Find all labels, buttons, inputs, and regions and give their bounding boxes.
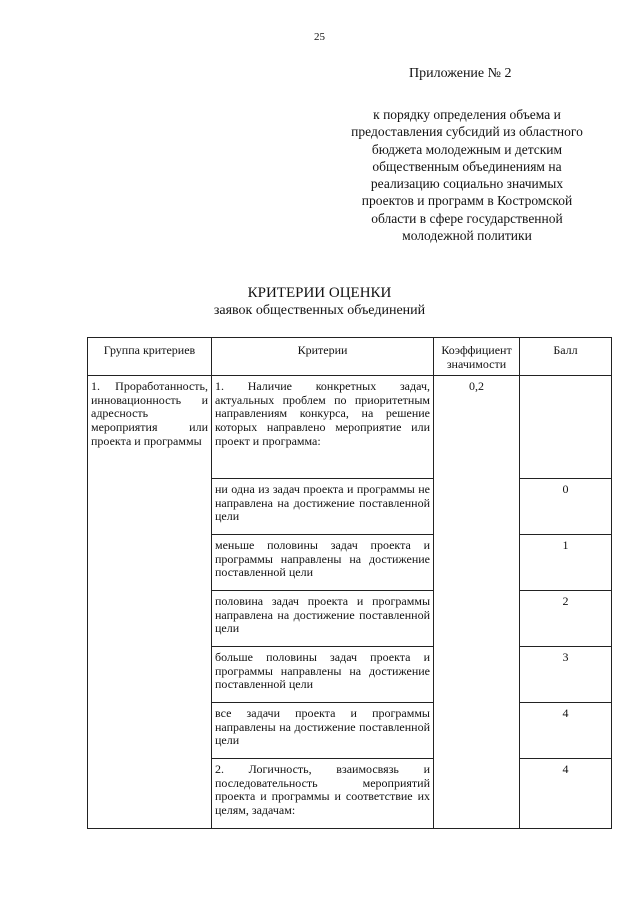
criteria-table [87,337,612,829]
score-cell: 3 [520,647,612,703]
criterion-cell: меньше половины задач проекта и программы направлены на достижение поставленной цели [212,535,434,591]
score-cell: 1 [520,535,612,591]
criterion-cell: все задачи проекта и программы направлены на достижение поставленной цели [212,703,434,759]
document-subtitle: заявок общественных объединений [213,303,426,318]
header-group: Группа критериев [88,338,212,376]
group-cell: 1. Проработанность, инновационность и адресность мероприятия или проекта и программы [88,376,212,829]
criterion-cell: половина задач проекта и программы направлена на достижение поставленной цели [212,591,434,647]
page-number: 25 [314,31,325,43]
header-score: Балл [520,338,612,376]
criterion-cell: ни одна из задач проекта и программы не направлена на достижение поставленной цели [212,479,434,535]
coefficient-cell: 0,2 [434,376,520,829]
appendix-title: Приложение № 2 [409,66,512,81]
table-row [88,376,612,479]
score-cell: 4 [520,759,612,829]
criterion-cell: больше половины задач проекта и программы направлены на достижение поставленной цели [212,647,434,703]
criterion-cell: 2. Логичность, взаимосвязь и последовательность мероприятий проекта и программы и соответствие их целям, задачам: [212,759,434,829]
score-cell: 0 [520,479,612,535]
table-header-row [88,338,612,376]
score-cell: 4 [520,703,612,759]
score-cell [520,376,612,479]
header-criteria: Критерии [212,338,434,376]
appendix-text: к порядку определения объема и предоставления субсидий из областного бюджета молодежным и детским общественным объединениям на реализацию социально значимых проектов и программ в Костромской области в сфере государственной молодежной политики [351,107,583,244]
header-coefficient: Коэффициент значимости [434,338,520,376]
criterion-cell: 1. Наличие конкретных задач, актуальных проблем по приоритетным направлениям конкурса, на решение которых направлено мероприятие или проект и программа: [212,376,434,479]
document-title: КРИТЕРИИ ОЦЕНКИ [247,285,392,301]
score-cell: 2 [520,591,612,647]
